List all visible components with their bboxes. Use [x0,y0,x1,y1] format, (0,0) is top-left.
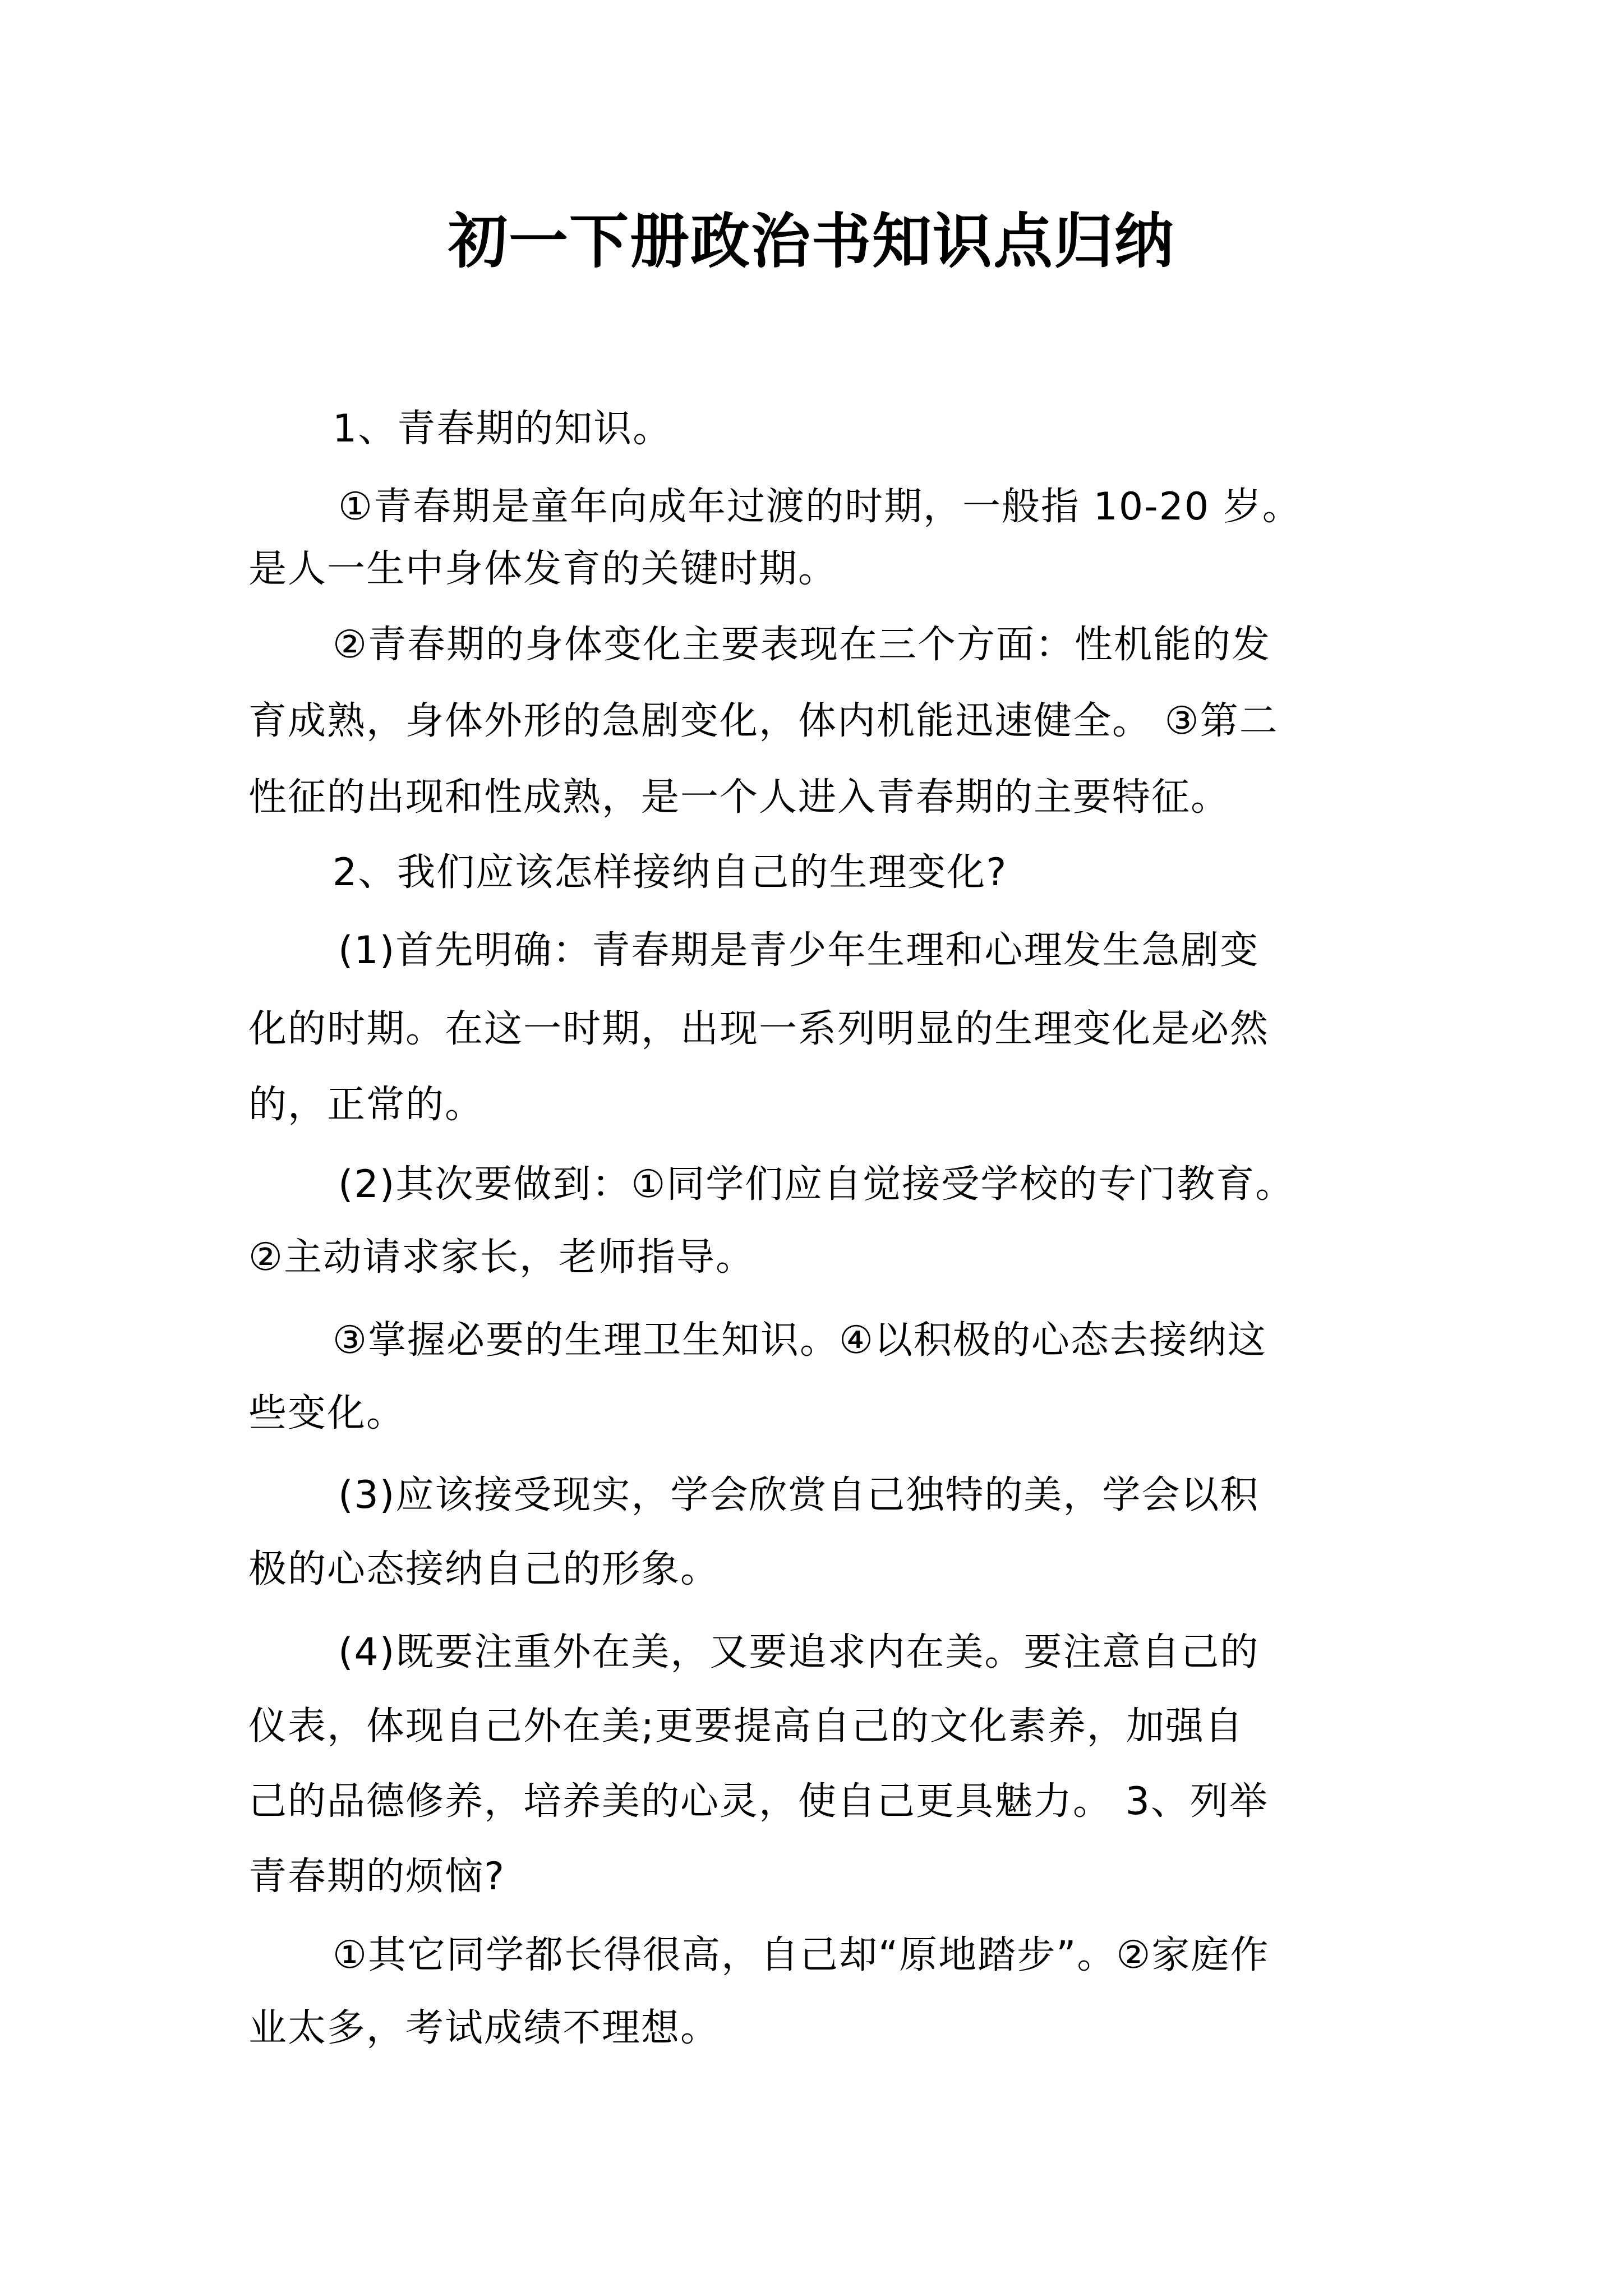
paragraph-line: ①其它同学都长得很高，自己却“原地踏步”。②家庭作 [333,1933,1270,1977]
paragraph-line: (4)既要注重外在美，又要追求内在美。要注意自己的 [338,1630,1260,1674]
section-heading-1: 1、青春期的知识。 [333,407,672,451]
section-heading-2: 2、我们应该怎样接纳自己的生理变化? [333,850,1008,895]
paragraph-line: 青春期的烦恼? [248,1855,506,1899]
paragraph-line: ②青春期的身体变化主要表现在三个方面：性机能的发 [333,623,1271,667]
paragraph-line: 性征的出现和性成熟，是一个人进入青春期的主要特征。 [248,775,1230,820]
paragraph-line: 化的时期。在这一时期，出现一系列明显的生理变化是必然 [248,1007,1270,1051]
paragraph-line: 己的品德修养，培养美的心灵，使自己更具魅力。 3、列举 [248,1779,1269,1824]
paragraph-line: 的，正常的。 [248,1083,485,1127]
document-title: 初一下册政治书知识点归纳 [448,206,1175,276]
paragraph-line: 育成熟，身体外形的急剧变化，体内机能迅速健全。 ③第二 [248,699,1279,743]
paragraph-line: (1)首先明确：青春期是青少年生理和心理发生急剧变 [338,928,1260,973]
paragraph-line: ②主动请求家长，老师指导。 [248,1235,755,1280]
paragraph-line: ③掌握必要的生理卫生知识。④以积极的心态去接纳这 [333,1318,1267,1363]
paragraph-line: (3)应该接受现实，学会欣赏自己独特的美，学会以积 [338,1473,1260,1517]
paragraph-line: 是人一生中身体发育的关键时期。 [248,547,838,591]
paragraph-line: 仪表，体现自己外在美;更要提高自己的文化素养，加强自 [248,1704,1244,1749]
paragraph-line: (2)其次要做到：①同学们应自觉接受学校的专门教育。 [338,1162,1295,1207]
paragraph-line: ①青春期是童年向成年过渡的时期，一般指 10-20 岁。 [338,485,1302,529]
paragraph-line: 极的心态接纳自己的形象。 [248,1547,720,1591]
paragraph-line: 业太多，考试成绩不理想。 [248,2006,720,2050]
paragraph-line: 些变化。 [248,1391,406,1435]
